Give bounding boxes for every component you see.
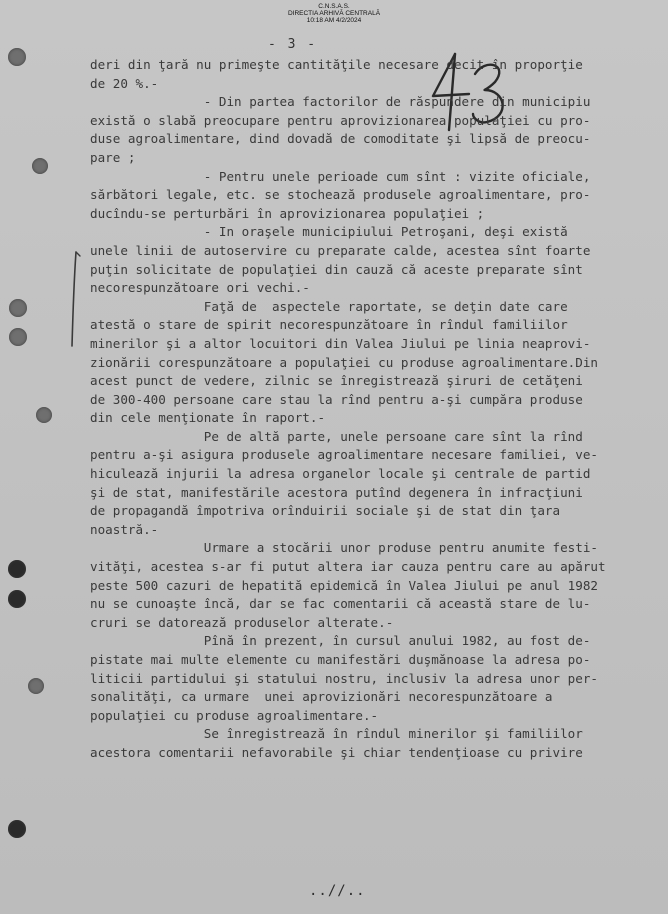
text-line: Pe de altă parte, unele persoane care sînt la rînd (90, 428, 583, 444)
binder-hole (28, 678, 44, 694)
text-line: de propagandă împotriva orînduirii sociale şi de stat din ţara (90, 503, 561, 519)
binder-hole (8, 820, 26, 838)
margin-pen-mark (68, 250, 82, 350)
text-line: duse agroalimentare, dind dovadă de comoditate şi lipsă de preocu- (90, 131, 591, 147)
text-line: ducîndu-se perturbări în aprovizionarea populaţiei ; (90, 205, 485, 221)
archive-stamp (0, 3, 668, 24)
text-line: Urmare a stocării unor produse pentru anumite festi- (90, 540, 598, 556)
text-line: pentru a-şi asigura produsele agroalimentare necesare familiei, ve- (90, 447, 598, 463)
text-line: - Pentru unele perioade cum sînt : vizite oficiale, (90, 168, 591, 184)
text-line: populaţiei cu produse agroalimentare.- (90, 707, 379, 723)
continuation-mark: ..//.. (309, 883, 366, 899)
archive-stamp-line-1: C.N.S.A.S. (318, 3, 350, 10)
text-line: cruri se datorează produselor alterate.- (90, 614, 394, 630)
text-line: Faţă de aspectele raportate, se deţin date care (90, 298, 568, 314)
text-line: acestora comentarii nefavorabile şi chiar tendenţioase cu privire (90, 744, 583, 760)
text-line: unele linii de autoservire cu preparate calde, acestea sînt foarte (90, 242, 591, 258)
text-line: liticii partidului şi statului nostru, inclusiv la adresa unor per- (90, 670, 598, 686)
text-line: din cele menţionate în raport.- (90, 410, 326, 426)
text-line: pare ; (90, 149, 136, 165)
text-line: - Din partea factorilor de răspundere din municipiu (90, 94, 591, 110)
text-line: nu se cunoaşte încă, dar se fac comentarii că această stare de lu- (90, 596, 591, 612)
binder-hole (36, 407, 52, 423)
archive-stamp-line-3: 10:18 AM 4/2/2024 (306, 17, 362, 24)
text-line: sonalităţi, ca urmare unei aprovizionări necorespunzătoare a (90, 689, 553, 705)
text-line: peste 500 cazuri de hepatită epidemică în Valea Jiului pe anul 1982 (90, 577, 598, 593)
binder-hole (8, 48, 26, 66)
text-line: există o slabă preocupare pentru aprovizionarea populaţiei cu pro- (90, 112, 591, 128)
text-line: şi de stat, manifestările acestora putînd degenera în infracţiuni (90, 484, 583, 500)
text-line: minerilor şi a altor locuitori din Valea Jiului pe linia neaprovi- (90, 335, 591, 351)
text-line: Pînă în prezent, în cursul anului 1982, au fost de- (90, 633, 591, 649)
text-line: atestă o stare de spirit necorespunzătoare în rîndul familiilor (90, 317, 568, 333)
binder-hole (8, 590, 26, 608)
text-line: zionării corespunzătoare a populaţiei cu produse agroalimentare.Din (90, 354, 598, 370)
text-line: acest punct de vedere, zilnic se înregistrează şiruri de cetăţeni (90, 373, 583, 389)
body-text (90, 56, 662, 763)
binder-hole (8, 560, 26, 578)
text-line: - In oraşele municipiului Petroşani, deşi există (90, 224, 568, 240)
text-line: deri din ţară nu primeşte cantităţile necesare decit în proporţie (90, 57, 583, 72)
text-line: de 300-400 persoane care stau la rînd pentru a-şi cumpăra produse (90, 391, 583, 407)
page-number: - 3 - (268, 37, 318, 52)
binder-hole (32, 158, 48, 174)
text-line: de 20 %.- (90, 75, 159, 91)
text-line: Se înregistrează în rîndul minerilor şi familiilor (90, 726, 583, 742)
text-line: sărbători legale, etc. se stochează produsele agroalimentare, pro- (90, 187, 591, 203)
text-line: necorespunzătoare ori vechi.- (90, 280, 310, 296)
text-line: vităţi, acestea s-ar fi putut altera iar cauza pentru care au apărut (90, 559, 606, 575)
text-line: hiculează injurii la adresa organelor locale şi centrale de partid (90, 466, 591, 482)
binder-hole (9, 299, 27, 317)
text-line: pistate mai multe elemente cu manifestări duşmănoase la adresa po- (90, 652, 591, 667)
text-line: puţin solicitate de populaţiei din cauză că aceste preparate sînt (90, 261, 583, 277)
binder-hole (9, 328, 27, 346)
archive-stamp-line-2: DIRECTIA ARHIVĂ CENTRALĂ (287, 10, 381, 17)
text-line: noastră.- (90, 521, 159, 537)
